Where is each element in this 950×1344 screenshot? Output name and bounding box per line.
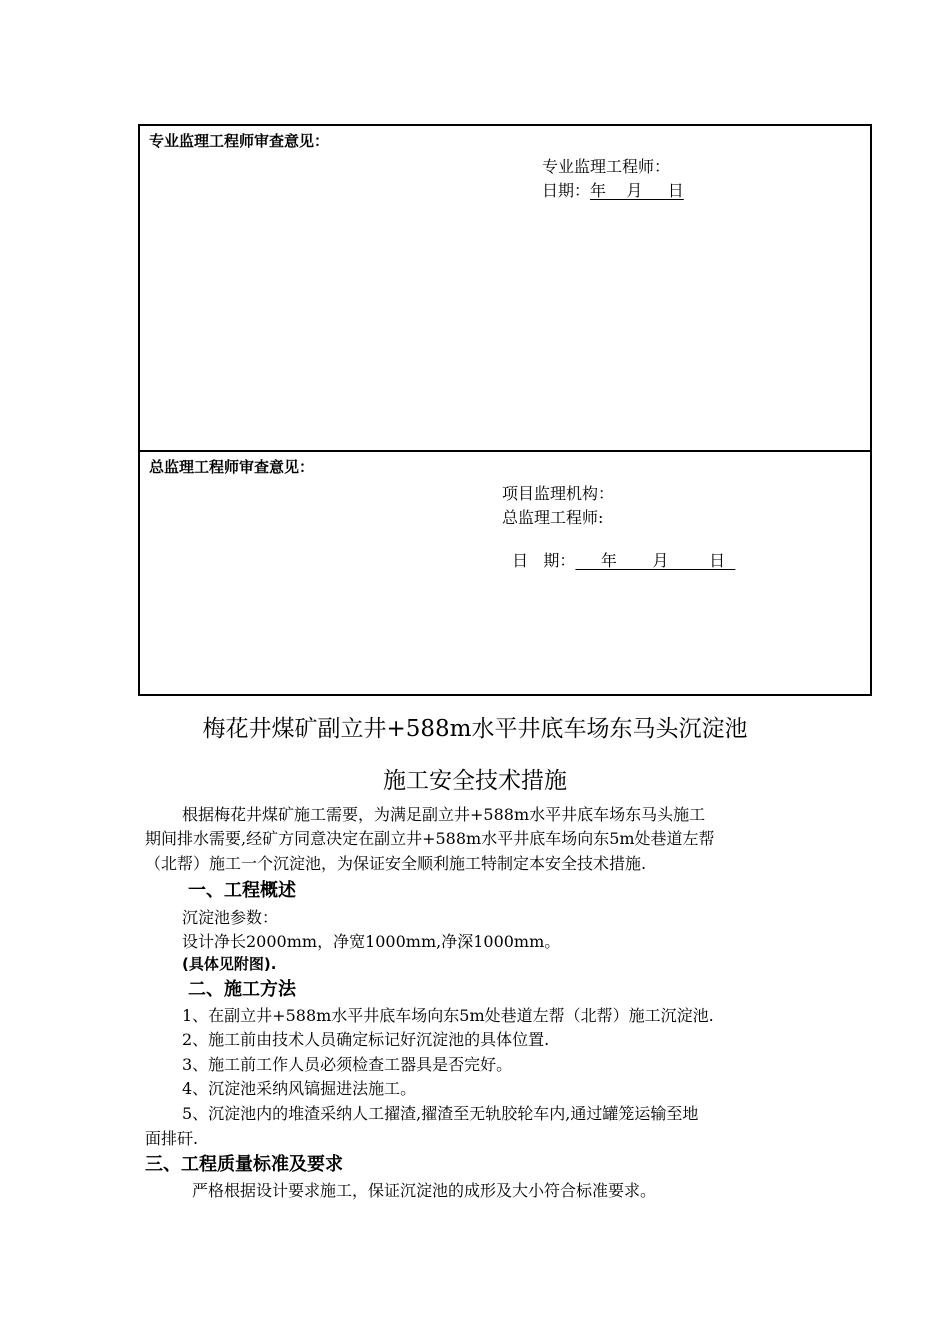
chief-review-heading: 总监理工程师审查意见： — [149, 458, 315, 476]
chief-date-field — [502, 529, 735, 571]
intro-line-2: 期间排水需要,经矿方同意决定在副立井+588m水平井底车场向东5m处巷道左帮 — [145, 829, 715, 848]
table-row-divider — [140, 450, 870, 452]
section3-text: 严格根据设计要求施工，保证沉淀池的成形及大小符合标准要求。 — [192, 1181, 657, 1200]
section2-item-3: 3、施工前工作人员必须检查工器具是否完好。 — [182, 1055, 513, 1074]
specialist-date-fill: 年 月 日 — [590, 181, 684, 200]
specialist-signer-label: 专业监理工程师： — [542, 157, 671, 176]
chief-org-label: 项目监理机构： — [502, 484, 615, 503]
section1-params-label: 沉淀池参数： — [182, 908, 279, 927]
specialist-review-heading: 专业监理工程师审查意见： — [149, 132, 330, 150]
specialist-date-label: 日期： — [542, 181, 591, 200]
section2-item-5: 5、沉淀池内的堆渣采纳人工擢渣,擢渣至无轨胶轮车内,通过罐笼运输至地 — [182, 1104, 699, 1123]
section2-heading: 二、施工方法 — [188, 979, 296, 1000]
section1-dimensions: 设计净长2000mm，净宽1000mm,净深1000mm。 — [182, 932, 561, 951]
section2-item-4: 4、沉淀池采纳风镐掘进法施工。 — [182, 1079, 417, 1098]
specialist-date-field — [542, 178, 684, 201]
section1-heading: 一、工程概述 — [188, 880, 296, 901]
section2-item-5-continued: 面排矸. — [145, 1129, 199, 1148]
document-title-line2: 施工安全技术措施 — [383, 768, 567, 794]
document-title-line1: 梅花井煤矿副立井+588m水平井底车场东马头沉淀池 — [202, 716, 748, 742]
chief-signer-label: 总监理工程师: — [502, 508, 604, 527]
section2-item-1: 1、在副立井+588m水平井底车场向东5m处巷道左帮（北帮）施工沉淀池. — [182, 1006, 714, 1025]
review-table — [138, 124, 872, 696]
section2-item-2: 2、施工前由技术人员确定标记好沉淀池的具体位置. — [182, 1030, 550, 1049]
intro-line-1: 根据梅花井煤矿施工需要，为满足副立井+588m水平井底车场东马头施工 — [182, 805, 706, 824]
intro-line-3: （北帮）施工一个沉淀池，为保证安全顺利施工特制定本安全技术措施. — [145, 854, 647, 873]
chief-date-label: 日 期： — [512, 551, 576, 570]
chief-date-fill: 年 月 日 — [575, 551, 736, 570]
section3-heading: 三、工程质量标准及要求 — [145, 1154, 343, 1175]
section1-see-figure: (具体见附图). — [182, 955, 277, 973]
